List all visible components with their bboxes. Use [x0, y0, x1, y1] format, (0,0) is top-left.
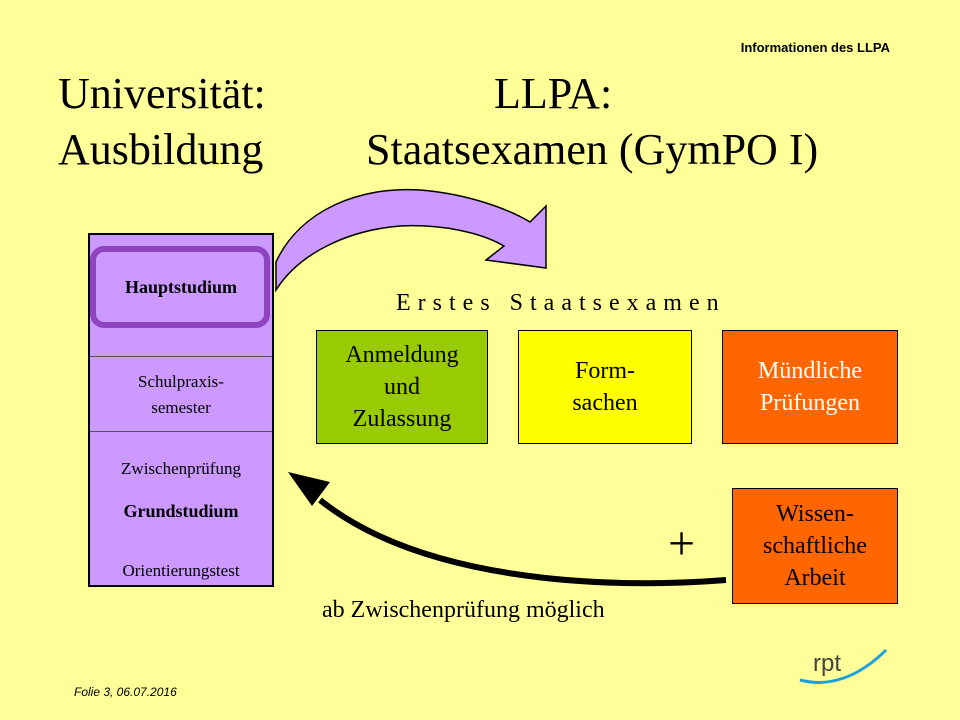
- label-hauptstudium: Hauptstudium: [124, 277, 238, 297]
- step-anmeldung: Anmeldung und Zulassung: [316, 330, 488, 444]
- divider-1: [90, 356, 272, 357]
- plus-sign: +: [668, 517, 696, 570]
- curved-arrow-bottom-icon: [320, 500, 726, 583]
- title-left-line1: Universität:: [58, 69, 266, 118]
- step-wissenschaftliche: Wissen- schaftliche Arbeit: [732, 488, 898, 604]
- label-schulpraxis: Schulpraxis- semester: [138, 372, 224, 417]
- hauptstudium-highlight: [90, 246, 270, 328]
- title-left-line2: Ausbildung: [58, 125, 264, 174]
- step-muendliche: Mündliche Prüfungen: [722, 330, 898, 444]
- footer-slide-info: Folie 3, 06.07.2016: [74, 685, 177, 699]
- divider-2: [90, 431, 272, 432]
- title-right-line1: LLPA:: [494, 69, 613, 118]
- label-grundstudium: Grundstudium: [123, 501, 239, 521]
- step-formsachen: Form- sachen: [518, 330, 692, 444]
- exam-heading: Erstes Staatsexamen: [396, 290, 726, 316]
- label-zwischenpruefung: Zwischenprüfung: [121, 459, 241, 478]
- note-zwischenpruefung: ab Zwischenprüfung möglich: [322, 597, 605, 623]
- title-right-line2: Staatsexamen (GymPO I): [366, 125, 819, 174]
- logo: rpt: [813, 650, 842, 677]
- curved-arrow-top-icon: [276, 190, 546, 290]
- label-orientierungstest: Orientierungstest: [122, 561, 240, 580]
- header-note: Informationen des LLPA: [740, 40, 890, 55]
